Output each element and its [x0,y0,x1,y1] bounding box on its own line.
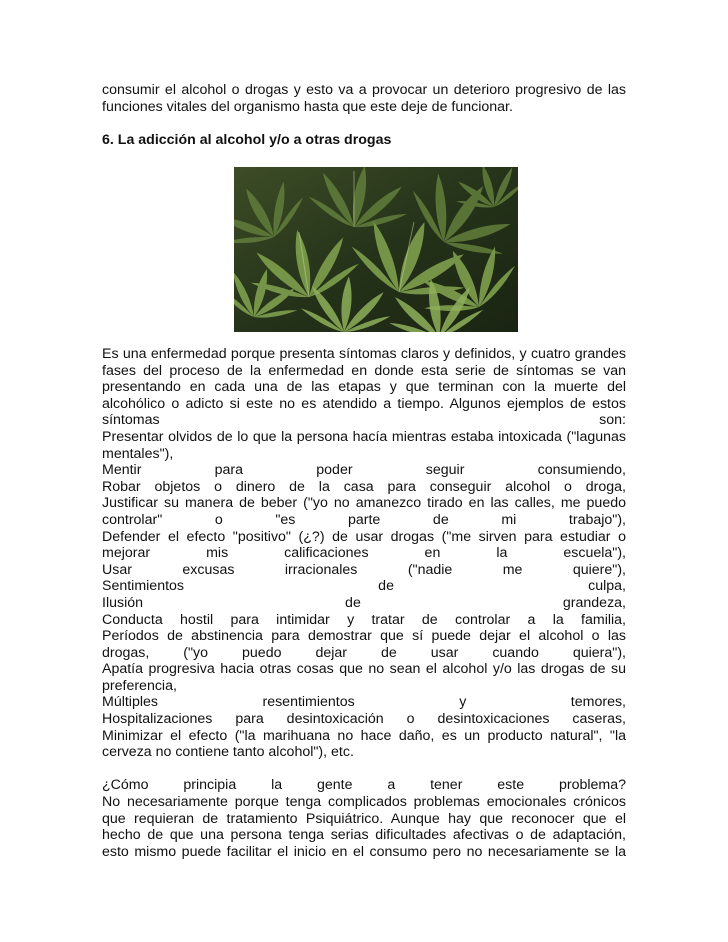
text-line: alcohólico o adicto si este no es atendido a tiempo. Algunos ejemplos de estos [102,395,626,412]
text-line: Defender el efecto "positivo" (¿?) de usar drogas ("me sirven para estudiar o [102,528,626,545]
document-page [102,82,626,148]
text-line: Minimizar el efecto ("la marihuana no hace daño, es un producto natural", "la [102,727,626,744]
text-line: hecho de que una persona tenga serias dificultades afectivas o de adaptación, [102,827,626,844]
text-line: fases del proceso de la enfermedad en donde esta serie de síntomas se van [102,362,626,379]
text-line: Mentir para poder seguir consumiendo, [102,462,626,479]
text-line: Conducta hostil para intimidar y tratar de controlar a la familia, [102,611,626,628]
body-paragraph [102,346,626,761]
text-line: Períodos de abstinencia para demostrar que sí puede dejar el alcohol o las [102,628,626,645]
text-line: drogas, ("yo puedo dejar de usar cuando quiera"), [102,644,626,661]
text-line: controlar" o "es parte de mi trabajo"), [102,511,626,528]
text-line: Robar objetos o dinero de la casa para conseguir alcohol o droga, [102,478,626,495]
text-line: cerveza no contiene tanto alcohol"), etc. [102,744,354,761]
intro-line: consumir el alcohol o drogas y esto va a provocar un deterioro progresivo de las [102,82,626,98]
text-line: preferencia, [102,677,177,694]
section-heading: 6. La adicción al alcohol y/o a otras drogas [102,131,392,148]
text-line: síntomas son: [102,412,626,429]
text-line: Múltiples resentimientos y temores, [102,694,626,711]
text-line: Ilusión de grandeza, [102,594,626,611]
intro-line: funciones vitales del organismo hasta que este deje de funcionar. [102,98,513,115]
text-line: que requieran de tratamiento Psiquiátrico. Aunque hay que reconocer que el [102,810,626,827]
document-body [102,346,626,860]
text-line: Usar excusas irracionales ("nadie me quiere"), [102,561,626,578]
text-line: Presentar olvidos de lo que la persona hacía mientras estaba intoxicada ("lagunas [102,428,626,445]
question-paragraph [102,777,626,860]
text-line: Sentimientos de culpa, [102,578,626,595]
cannabis-plant-photo [234,167,518,332]
text-line: esto mismo puede facilitar el inicio en el consumo pero no necesariamente se la [102,843,626,860]
text-line: Apatía progresiva hacia otras cosas que no sean el alcohol y/o las drogas de su [102,661,626,678]
text-line: No necesariamente porque tenga complicados problemas emocionales crónicos [102,794,626,811]
text-line: presentando en cada una de las etapas y que terminan con la muerte del [102,379,626,396]
text-line: mejorar mis calificaciones en la escuela"), [102,545,626,562]
text-line: ¿Cómo principia la gente a tener este problema? [102,777,626,794]
text-line: Hospitalizaciones para desintoxicación o desintoxicaciones caseras, [102,711,626,728]
text-line: Justificar su manera de beber ("yo no amanezco tirado en las calles, me puedo [102,495,626,512]
text-line: Es una enfermedad porque presenta síntomas claros y definidos, y cuatro grandes [102,346,626,362]
text-line: mentales"), [102,445,174,462]
